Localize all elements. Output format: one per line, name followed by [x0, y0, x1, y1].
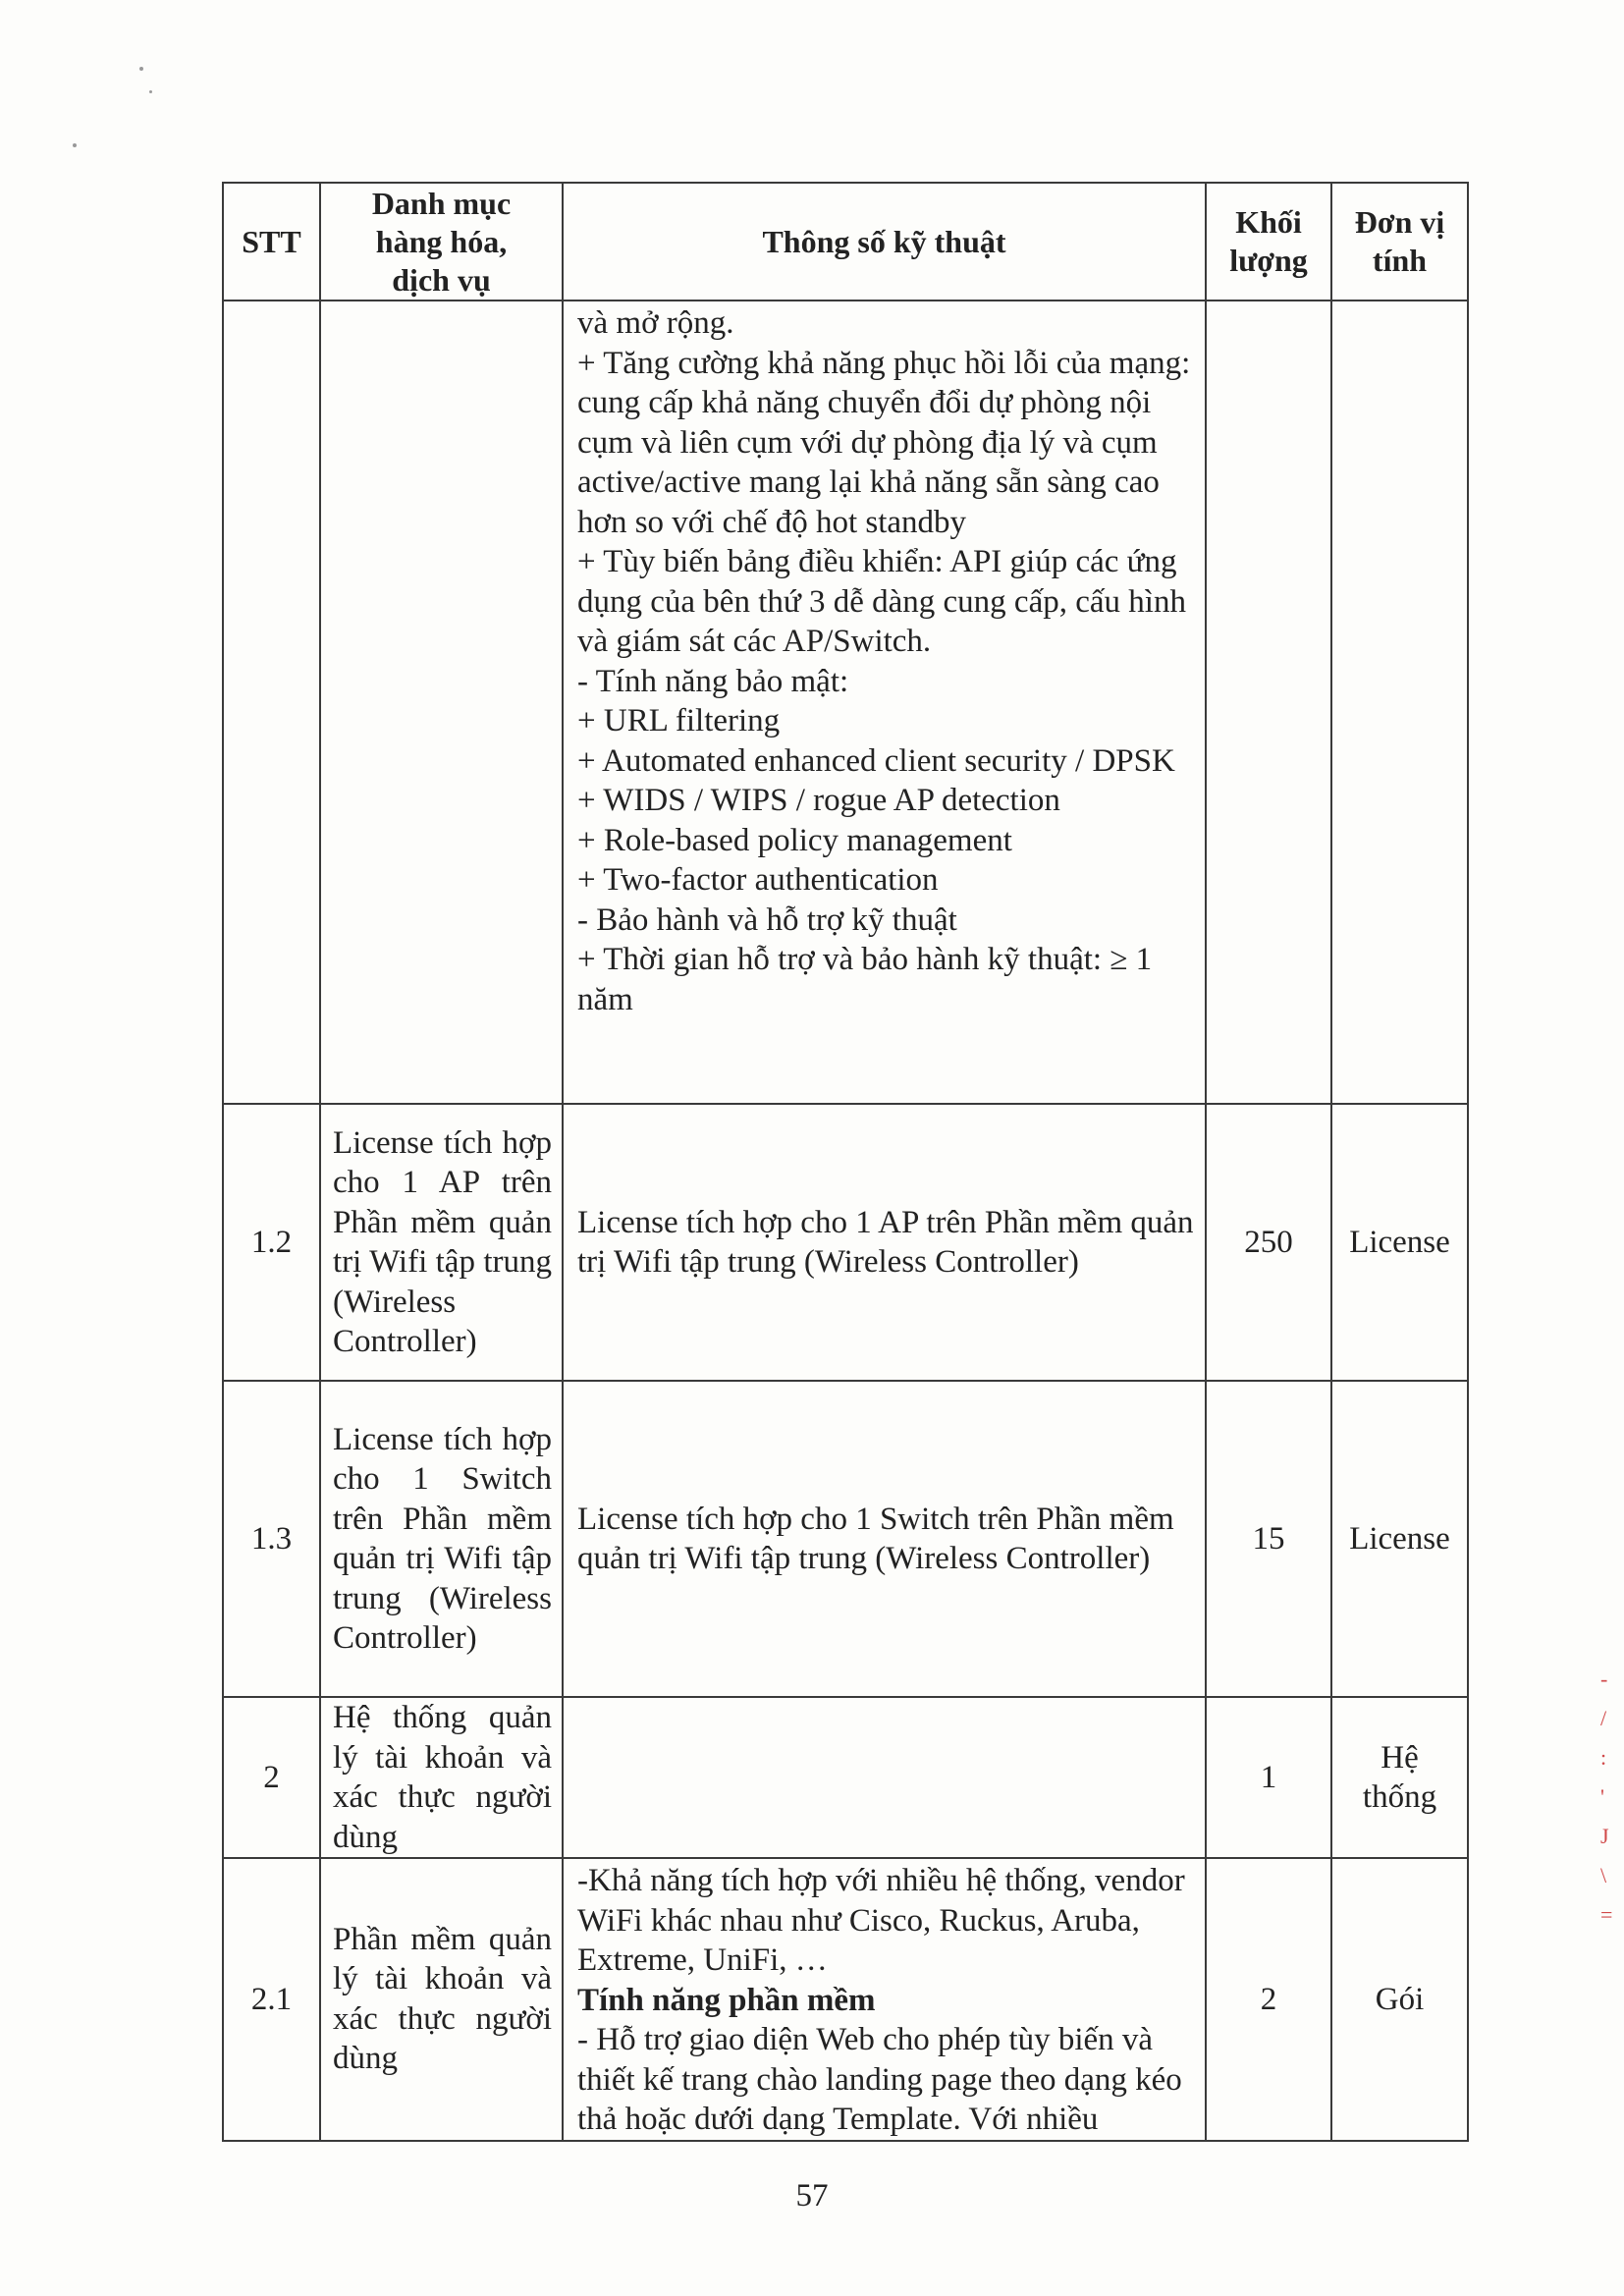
- cell-unit: License: [1331, 1381, 1468, 1697]
- spec-line: + Automated enhanced client security / DPSK: [577, 742, 1175, 779]
- cell-stt: 1.3: [223, 1381, 320, 1697]
- cell-spec: [563, 301, 1206, 1104]
- table-row: [223, 1381, 1468, 1697]
- scan-speck: [149, 90, 152, 93]
- cell-item: License tích hợp cho 1 Switch trên Phần mềm quản trị Wifi tập trung (Wireless Controller): [320, 1381, 563, 1697]
- cell-item: License tích hợp cho 1 AP trên Phần mềm quản trị Wifi tập trung (Wireless Controller): [320, 1104, 563, 1381]
- cell-spec: [563, 1858, 1206, 2141]
- table-header-row: [223, 183, 1468, 301]
- spec-line: - Bảo hành và hỗ trợ kỹ thuật: [577, 902, 957, 938]
- cell-stt: 1.2: [223, 1104, 320, 1381]
- cell-qty: 15: [1206, 1381, 1331, 1697]
- cell-item: Phần mềm quản lý tài khoản và xác thực người dùng: [320, 1858, 563, 2141]
- scan-speck: [139, 67, 143, 71]
- cell-unit: [1331, 1697, 1468, 1858]
- spec-line: + URL filtering: [577, 703, 781, 738]
- header-spec: Thông số kỹ thuật: [563, 183, 1206, 301]
- spec-line: và mở rộng.: [577, 305, 734, 341]
- spec-line: + Thời gian hỗ trợ và bảo hành kỹ thuật: ≥ 1 năm: [577, 942, 1153, 1017]
- cell-stt: 2: [223, 1697, 320, 1858]
- spec-line: License tích hợp cho 1 Switch trên Phần mềm quản trị Wifi tập trung (Wireless Controller): [577, 1501, 1174, 1576]
- header-unit: Đơn vị tính: [1331, 183, 1468, 301]
- cell-item: [320, 301, 563, 1104]
- cell-spec: [563, 1697, 1206, 1858]
- spec-heading: Tính năng phần mềm: [577, 1982, 876, 2018]
- cell-qty: 1: [1206, 1697, 1331, 1858]
- spec-line: + Tùy biến bảng điều khiển: API giúp các ứng dụng của bên thứ 3 dễ dàng cung cấp, cấu hình và giám sát các AP/Switch.: [577, 544, 1186, 659]
- spec-line: -Khả năng tích hợp với nhiều hệ thống, vendor WiFi khác nhau như Cisco, Ruckus, Aruba, Extreme, UniFi, …: [577, 1863, 1185, 1978]
- table-row: [223, 1104, 1468, 1381]
- page-number: 57: [795, 2178, 829, 2214]
- scan-speck: [73, 143, 77, 147]
- table-row: [223, 1858, 1468, 2141]
- cell-unit: [1331, 301, 1468, 1104]
- red-stamp-edge: - / : ' J \ =: [1600, 1667, 1613, 1927]
- spec-line: + Two-factor authentication: [577, 862, 939, 898]
- cell-stt: 2.1: [223, 1858, 320, 2141]
- spec-line: - Tính năng bảo mật:: [577, 663, 849, 699]
- cell-unit: License: [1331, 1104, 1468, 1381]
- cell-spec: [563, 1381, 1206, 1697]
- spec-line: + Tăng cường khả năng phục hồi lỗi của mạng: cung cấp khả năng chuyển đổi dự phòng nội cụm và liên cụm với dự phòng địa lý và cụm active/active mang lại khả năng sẵn sàng cao hơn so với chế độ hot standby: [577, 345, 1191, 540]
- cell-spec: [563, 1104, 1206, 1381]
- header-stt: STT: [223, 183, 320, 301]
- header-qty: Khối lượng: [1206, 183, 1331, 301]
- spec-line: + WIDS / WIPS / rogue AP detection: [577, 783, 1060, 818]
- cell-stt: [223, 301, 320, 1104]
- cell-qty: [1206, 301, 1331, 1104]
- spec-line: + Role-based policy management: [577, 822, 1012, 858]
- spec-line: License tích hợp cho 1 AP trên Phần mềm quản trị Wifi tập trung (Wireless Controller): [577, 1204, 1194, 1280]
- cell-unit: Gói: [1331, 1858, 1468, 2141]
- table-row: [223, 1697, 1468, 1858]
- cell-qty: 2: [1206, 1858, 1331, 2141]
- cell-item: Hệ thống quản lý tài khoản và xác thực người dùng: [320, 1697, 563, 1858]
- unit-text: Hệ thống: [1362, 1739, 1437, 1815]
- cell-qty: 250: [1206, 1104, 1331, 1381]
- specification-table: [222, 182, 1469, 2142]
- header-item: Danh mục hàng hóa, dịch vụ: [320, 183, 563, 301]
- table-row: [223, 301, 1468, 1104]
- spec-line: - Hỗ trợ giao diện Web cho phép tùy biến và thiết kế trang chào landing page theo dạng kéo thả hoặc dưới dạng Template. Với nhiều: [577, 2022, 1182, 2137]
